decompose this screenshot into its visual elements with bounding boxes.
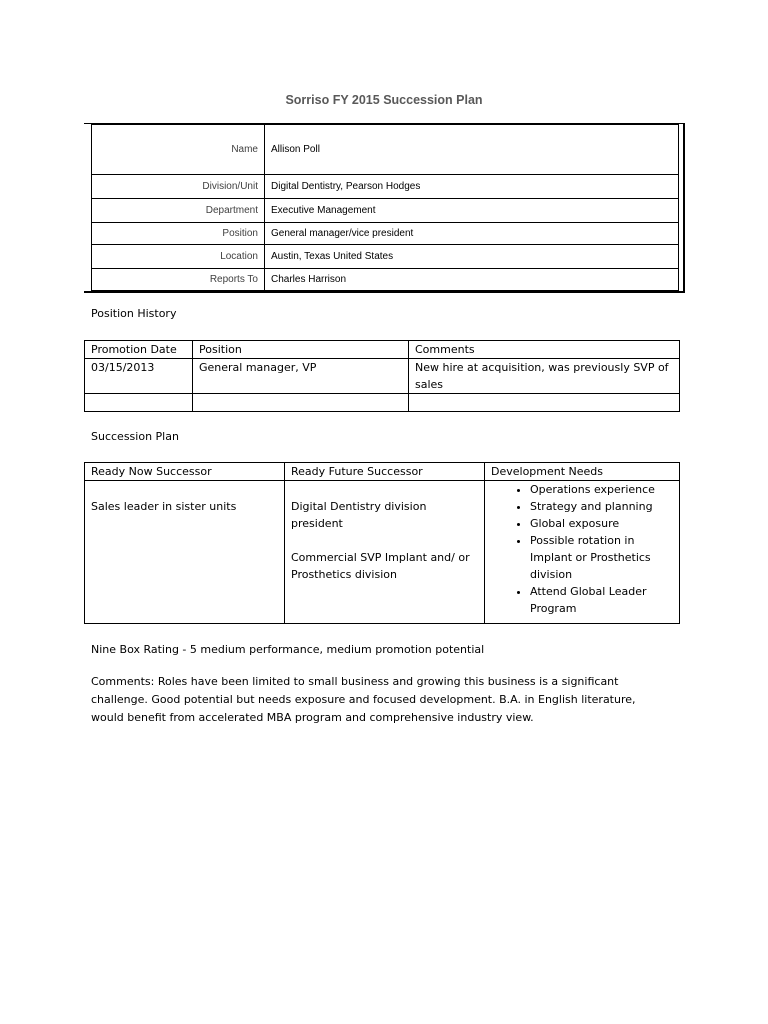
info-label-department: Department	[92, 199, 265, 223]
info-row	[92, 245, 679, 269]
history-cell-empty	[85, 394, 193, 412]
info-value-division: Digital Dentistry, Pearson Hodges	[265, 175, 679, 199]
ready-now-cell	[85, 481, 285, 624]
history-cell-empty	[409, 394, 680, 412]
succession-plan-heading: Succession Plan	[91, 430, 179, 443]
ready-now-successor: Sales leader in sister units	[91, 500, 237, 513]
nine-box-rating: Nine Box Rating - 5 medium performance, medium promotion potential	[91, 643, 485, 656]
comments-paragraph: Comments: Roles have been limited to small business and growing this business is a significant challenge. Good potential but needs exposure and focused development. B.A. in English literature, would benefit from accelerated MBA program and comprehensive industry view.	[91, 675, 636, 724]
info-label-name: Name	[92, 125, 265, 175]
ready-future-successor: Digital Dentistry division president	[291, 500, 427, 530]
list-item: • Possible rotation in Implant or Prosthetics division	[530, 532, 673, 583]
column-header-comments: Comments	[409, 341, 680, 359]
list-item: • Attend Global Leader Program	[530, 583, 673, 617]
info-value-name: Allison Poll	[265, 125, 679, 175]
info-value-position: General manager/vice president	[265, 223, 679, 245]
info-row	[92, 125, 679, 175]
history-cell-position: General manager, VP	[193, 359, 409, 394]
table-row	[85, 359, 680, 394]
info-row	[92, 269, 679, 291]
employee-info-table	[91, 124, 679, 291]
position-history-heading: Position History	[91, 307, 177, 320]
column-header-development-needs: Development Needs	[485, 463, 680, 481]
info-label-division: Division/Unit	[92, 175, 265, 199]
history-cell-date: 03/15/2013	[85, 359, 193, 394]
info-label-position: Position	[92, 223, 265, 245]
info-label-reports-to: Reports To	[92, 269, 265, 291]
column-header-ready-future: Ready Future Successor	[285, 463, 485, 481]
document-title: Sorriso FY 2015 Succession Plan	[285, 93, 483, 107]
table-header-row	[85, 341, 680, 359]
position-history-table	[84, 340, 680, 412]
info-value-location: Austin, Texas United States	[265, 245, 679, 269]
ready-future-successor: Commercial SVP Implant and/ or Prosthetics division	[291, 551, 470, 581]
table-row	[85, 481, 680, 624]
info-value-reports-to: Charles Harrison	[265, 269, 679, 291]
column-header-position: Position	[193, 341, 409, 359]
list-item: • Strategy and planning	[530, 498, 673, 515]
development-needs-cell	[485, 481, 680, 624]
info-row	[92, 223, 679, 245]
column-header-promotion-date: Promotion Date	[85, 341, 193, 359]
succession-plan-table	[84, 462, 680, 624]
list-item: • Operations experience	[530, 481, 673, 498]
history-cell-empty	[193, 394, 409, 412]
history-cell-comments: New hire at acquisition, was previously SVP of sales	[409, 359, 680, 394]
info-row	[92, 199, 679, 223]
ready-future-cell	[285, 481, 485, 624]
info-label-location: Location	[92, 245, 265, 269]
info-row	[92, 175, 679, 199]
column-header-ready-now: Ready Now Successor	[85, 463, 285, 481]
list-item: • Global exposure	[530, 515, 673, 532]
development-needs-list	[485, 481, 673, 617]
table-row	[85, 394, 680, 412]
table-header-row	[85, 463, 680, 481]
info-value-department: Executive Management	[265, 199, 679, 223]
